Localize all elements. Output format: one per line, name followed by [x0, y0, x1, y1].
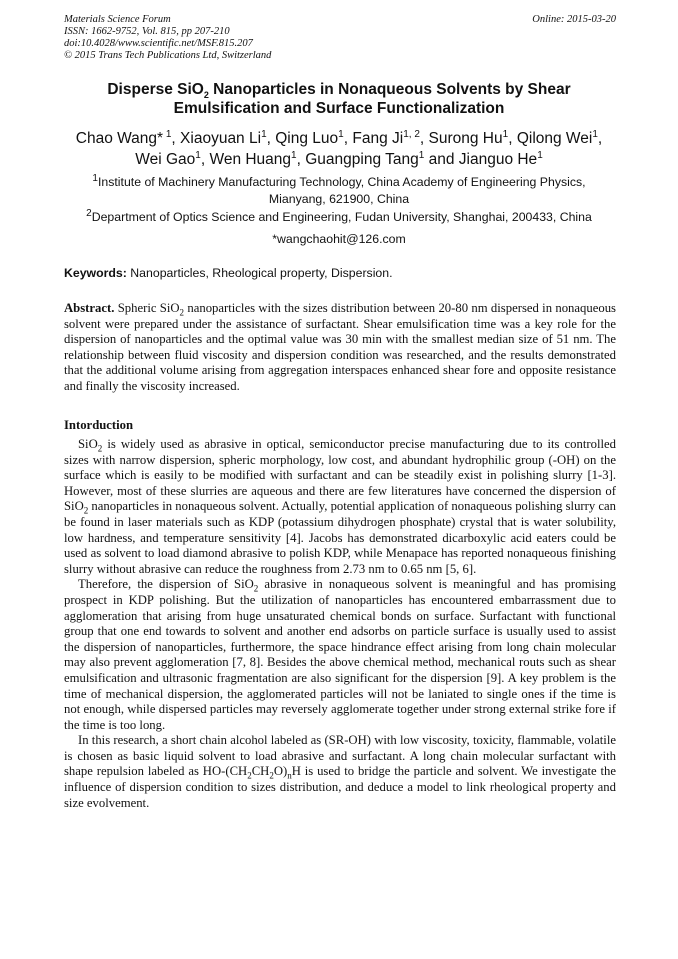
paper-title: Disperse SiO$_2$ Nanoparticles in Nonaqueous Solvents by Shear Emulsification and Surface Functionalization: [107, 81, 571, 117]
paragraph: In this research, a short chain alcohol labeled as (SR-OH) with low viscosity, toxicity, flammable, volatile is chosen as basic liquid solvent to load abrasive and surfactant. A long chain molecular surfactant with shape repulsion labeled as $HO-(CH_2CH_2O)_nH$ is used to bridge the particle and solvent. We investigate the influence of dispersion condition to sizes distribution, and deduce a model to link rheological property and size evolvement.: [64, 733, 616, 810]
online-date: Online: 2015-03-20: [532, 14, 616, 25]
author: Guangping Tang$^1$ and: [305, 149, 459, 168]
author: Wen Huang$^1$,: [209, 149, 306, 168]
author: Wei Gao$^1$,: [135, 149, 210, 168]
author: Qilong Wei$^1$,: [516, 128, 603, 147]
abstract: Abstract. Spheric SiO$_2$ nanoparticles with the sizes distribution between 20-80 nm dispersed in nonaqueous solvent were prepared under the assistance of surfactant. Shear emulsification time was a key role for the dispersion of nanoparticles and the optimal value was 30 min with the smallest median size of 51 nm. The relationship between fluid viscosity and dispersion condition was researched, and the results demonstrated that the additional volume arising from aggregation interspaces enhanced shear fore and opposite resistance and finally the viscosity increased.: [64, 301, 616, 393]
keywords-text: Nanoparticles, Rheological property, Dispersion.: [126, 266, 393, 280]
body-text: [64, 437, 616, 811]
section-heading: Intorduction: [64, 418, 134, 432]
affiliation-1: $^1$Institute of Machinery Manufacturing Technology, China Academy of Engineering Physics, Mianyang, 621900, China: [92, 172, 586, 206]
keywords: [64, 265, 616, 282]
keywords-label: Keywords:: [64, 266, 127, 280]
affiliation-2: $^2$Department of Optics Science and Engineering, Fudan University, Shanghai, 200433, China: [86, 207, 592, 224]
journal-doi: doi:10.4028/www.scientific.net/MSF.815.207: [64, 38, 253, 49]
journal-issn: ISSN: 1662-9752, Vol. 815, pp 207-210: [64, 26, 230, 37]
author: Qing Luo$^1$,: [275, 128, 353, 147]
paragraph: Therefore, the dispersion of SiO$_2$ abrasive in nonaqueous solvent is meaningful and has promising prospect in KDP polishing. But the utilization of nanoparticles has encountered embarrassment due to agglomeration that arising from huge unsaturated chemical bonds on surface. Surfactant with functional group that one end towards to solvent and another end adsorbs on particle surface is usually used to assist the dispersion of nanoparticles, furthermore, the space hindrance effect arising from long chain molecular may also prevent agglomeration [7, 8]. Besides the above chemical method, mechanical routs such as shear emulsification and ultrasonic fragmentation are also significant for the dispersion [9]. A key problem is the time of mechanical dispersion, the agglomerated particles will not be laniated to single ones if the time is not enough, while dispersed particles may reversely agglomerate together under strong external strike fore if the time is too long.: [64, 577, 617, 732]
author: Surong Hu$^1$,: [428, 128, 517, 147]
journal-copyright: © 2015 Trans Tech Publications Ltd, Switzerland: [64, 50, 272, 61]
author-list: [60, 128, 618, 170]
author: Jianguo He$^1$: [458, 149, 543, 168]
paragraph: SiO$_2$ is widely used as abrasive in optical, semiconductor precise manufacturing due to its controlled sizes with narrow dispersion, spheric morphology, low cost, and abundant hydrophilic group (-OH) on the surface which is easily to be modified with surfactant and can be steadily exist in polishing slurry [1-3]. However, most of these slurries are aqueous and there are few literatures have concerned the dispersion of SiO$_2$ nanoparticles in nonaqueous solvent. Actually, potential application of nonaqueous polishing slurry can be found in laser materials such as KDP (potassium dihydrogen phosphate) crystal that is water solubility, low hardness, and temperature sensitivity [4]. Jacobs has demonstrated dicarboxylic acid eaters could be used as solvent to load diamond abrasive to polish KDP, while Menapace has reported nonaqueous finishing slurry without abrasive can reduce the roughness from 2.73 nm to 0.65 nm [5, 6].: [64, 437, 616, 576]
corresponding-email[interactable]: *wangchaohit@126.com: [272, 232, 406, 246]
author: Chao Wang* $^1$,: [75, 128, 181, 147]
journal-header: [64, 14, 616, 62]
abstract-label: Abstract.: [64, 301, 115, 315]
author: Fang Ji$^{1, 2}$,: [352, 128, 429, 147]
journal-name: Materials Science Forum: [64, 14, 171, 25]
author: Xiaoyuan Li$^1$,: [180, 128, 276, 147]
